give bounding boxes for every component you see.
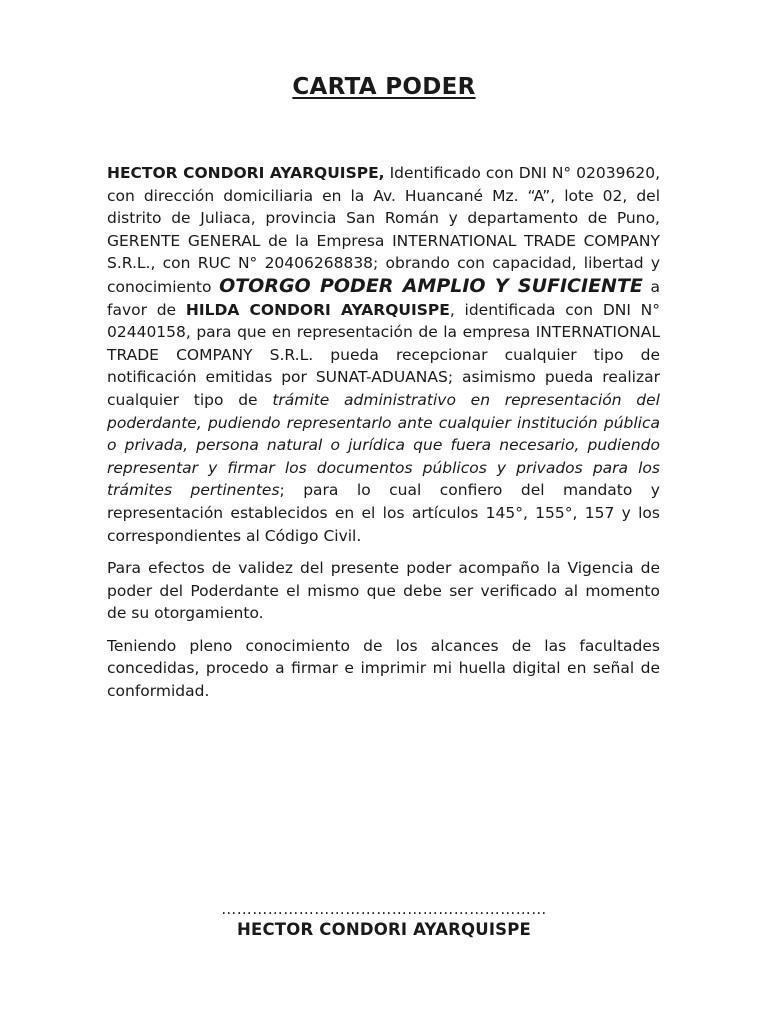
favor-text: a favor de bbox=[107, 277, 660, 319]
signature-line: ……………………………………………………… bbox=[221, 900, 547, 918]
grantor-details-text: Identificado con DNI N° 02039620, con dirección domiciliaria en la Av. Huancané Mz. “A”, lote 02, del distrito de Juliaca, provincia San Román y departamento de Puno, GERENTE GENERAL de la Empresa INTERNATIONAL TRADE COMPANY S.R.L., con RUC N° 20406268838; obrando con capacidad, libertad y conocimiento bbox=[107, 164, 660, 296]
paragraph-validity: Para efectos de validez del presente poder acompaño la Vigencia de poder del Poderdante el mismo que debe ser verificado al momento de su otorgamiento. bbox=[107, 559, 660, 623]
document-title: CARTA PODER bbox=[292, 74, 476, 100]
grantee-name: HILDA CONDORI AYARQUISPE bbox=[185, 300, 450, 319]
paragraph-grant bbox=[107, 162, 660, 547]
signatory-name: HECTOR CONDORI AYARQUISPE bbox=[236, 920, 532, 939]
legal-articles-text: ; para lo cual confiero del mandato y representación establecidos en el los artículos 145°, 155°, 157 y los correspondientes al Código Civil. bbox=[107, 481, 660, 545]
paragraph-conformity: Teniendo pleno conocimiento de los alcances de las facultades concedidas, procedo a firmar e imprimir mi huella digital en señal de conformidad. bbox=[107, 636, 660, 701]
grantor-name: HECTOR CONDORI AYARQUISPE, bbox=[107, 164, 385, 182]
italic-clause: trámite administrativo en representación del poderdante, pudiendo representarlo ante cualquier institución pública o privada, persona natural o jurídica que fuera necesario, pudiendo representar y firmar los documentos públicos y privados para los trámites pertinentes bbox=[107, 390, 660, 500]
grant-phrase: OTORGO PODER AMPLIO Y SUFICIENTE bbox=[219, 274, 643, 297]
grantee-details-text: , identificada con DNI N° 02440158, para que en representación de la empresa INTERNATIONAL TRADE COMPANY S.R.L. pueda recepcionar cualquier tipo de notificación emitidas por SUNAT-ADUANAS; asimismo pueda realizar cualquier tipo de bbox=[107, 300, 661, 409]
signature-block bbox=[0, 900, 768, 939]
document-body bbox=[107, 162, 660, 713]
